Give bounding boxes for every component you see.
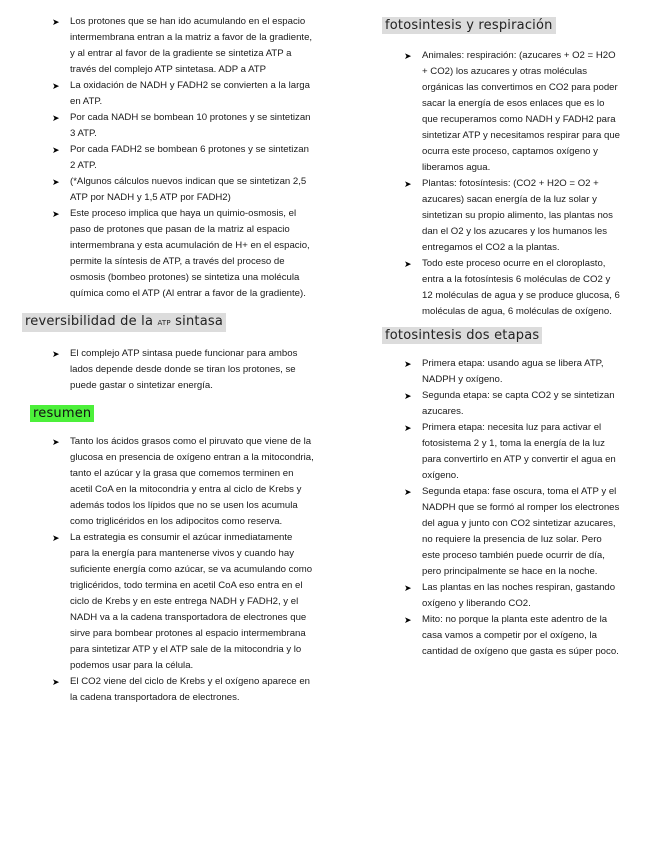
list-item: ➤ El CO2 viene del ciclo de Krebs y el oxígeno aparece en la cadena transportadora de electrones. (52, 676, 310, 703)
list-item: ➤ Por cada NADH se bombean 10 protones y se sintetizan 3 ATP. (52, 112, 311, 139)
arrow-bullet-icon: ➤ (52, 349, 60, 359)
list-item: ➤ El complejo ATP sintasa puede funcionar para ambos lados depende desde donde se tiran los protones, se puede gastar o sintetizar energía. (52, 348, 298, 391)
list-item: ➤ Todo este proceso ocurre en el cloroplasto, entra a la fotosíntesis 6 moléculas de CO2 y 12 moléculas de agua y se produce glucosa, 6 moléculas de agua, 6 moléculas de oxígeno. (404, 258, 620, 317)
intro-bullet-list (52, 14, 314, 302)
arrow-bullet-icon: ➤ (404, 391, 412, 401)
arrow-bullet-icon: ➤ (404, 583, 412, 593)
arrow-bullet-icon: ➤ (52, 145, 60, 155)
dos-etapas-heading-wrap (382, 326, 622, 344)
right-column (382, 0, 622, 660)
resumen-bullet-list (52, 434, 314, 706)
arrow-bullet-icon: ➤ (404, 615, 412, 625)
arrow-bullet-icon: ➤ (404, 359, 412, 369)
arrow-bullet-icon: ➤ (52, 677, 60, 687)
arrow-bullet-icon: ➤ (404, 423, 412, 433)
heading-fotosintesis-respiracion: fotosintesis y respiración (382, 17, 556, 34)
list-item: ➤ (*Algunos cálculos nuevos indican que se sintetizan 2,5 ATP por NADH y 1,5 ATP por FADH2) (52, 176, 307, 203)
list-item: ➤ Las plantas en las noches respiran, gastando oxígeno y liberando CO2. (404, 582, 616, 609)
arrow-bullet-icon: ➤ (404, 179, 412, 189)
heading-reversibilidad: reversibilidad de la ATP sintasa (22, 313, 226, 332)
list-item: ➤ Mito: no porque la planta este adentro de la casa vamos a competir por el oxígeno, la cantidad de oxígeno que gasta es súper poco. (404, 614, 619, 657)
list-item: ➤ Por cada FADH2 se bombean 6 protones y se sintetizan 2 ATP. (52, 144, 309, 171)
list-item: ➤ La estrategia es consumir el azúcar inmediatamente para la energía para mantenerse vivos y cuando hay suficiente energía como azúcar, se va acumulando como triglicéridos, todo termina en acetil CoA eso entra en el ciclo de Krebs y en este entrega NADH y FADH2, y el NADH va a la cadena transportadora de electrones que sirve para bombear protones al espacio intermembrana para sintetizar ATP y el ATP sale de la mitocondria y lo podemos usar para la célula. (52, 532, 313, 671)
reversibilidad-heading-wrap (22, 312, 314, 332)
heading-fotosintesis-dos-etapas: fotosintesis dos etapas (382, 327, 542, 344)
list-item: ➤ Tanto los ácidos grasos como el piruvato que viene de la glucosa en presencia de oxígeno entran a la mitocondria, tanto el azúcar y la grasa que comemos terminen en acetil CoA en la mitocondria y entra al ciclo de Krebs y además todos los lípidos que no se usen los acumula como triglicéridos en los adipocitos como reserva. (52, 436, 314, 527)
list-item: ➤ Segunda etapa: fase oscura, toma el ATP y el NADPH que se formó al romper los electrones del agua y junto con CO2 sintetizar azucares, no requiere la presencia de luz solar. Pero este proceso también puede ocurrir de día, pero principalmente se hace en la noche. (404, 486, 620, 577)
arrow-bullet-icon: ➤ (52, 533, 60, 543)
arrow-bullet-icon: ➤ (52, 113, 60, 123)
arrow-bullet-icon: ➤ (404, 259, 412, 269)
arrow-bullet-icon: ➤ (52, 437, 60, 447)
list-item: ➤ La oxidación de NADH y FADH2 se convierten a la larga en ATP. (52, 80, 310, 107)
list-item: ➤ Este proceso implica que haya un quimio-osmosis, el paso de protones que pasan de la matriz al espacio intermembrana y esta acumulación de H+ en el espacio, permite la síntesis de ATP, a través del proceso de osmosis (bombeo protones) se sintetiza una molécula química como el ATP (Al entrar a favor de la gradiente). (52, 208, 310, 299)
left-column (25, 0, 314, 706)
reversibilidad-bullet-list (52, 346, 314, 394)
list-item: ➤ Primera etapa: necesita luz para activar el fotosistema 2 y 1, toma la energía de la luz para convertirlo en ATP y convertir el agua en oxígeno. (404, 422, 616, 481)
arrow-bullet-icon: ➤ (52, 209, 60, 219)
dos-etapas-bullet-list (404, 356, 622, 660)
foto-resp-heading-wrap (382, 16, 622, 34)
foto-resp-bullet-list (404, 48, 622, 320)
list-item: ➤ Los protones que se han ido acumulando en el espacio intermembrana entran a la matriz a favor de la gradiente, y al entrar al favor de la gradiente se sintetiza ATP a través del complejo ATP sintetasa. ADP a ATP (52, 16, 313, 75)
arrow-bullet-icon: ➤ (52, 81, 60, 91)
list-item: ➤ Animales: respiración: (azucares + O2 = H2O + CO2) los azucares y otras moléculas orgánicas las convertimos en CO2 para poder sacar la energía de esos enlaces que es lo que recuperamos como NADH y FADH2 para sintetizar ATP y necesitamos respirar para que ocurra este proceso, captamos oxígeno y liberamos agua. (404, 50, 621, 173)
list-item: ➤ Segunda etapa: se capta CO2 y se sintetizan azucares. (404, 390, 615, 417)
arrow-bullet-icon: ➤ (52, 17, 60, 27)
resumen-heading-wrap (30, 404, 314, 422)
arrow-bullet-icon: ➤ (404, 51, 412, 61)
arrow-bullet-icon: ➤ (404, 487, 412, 497)
list-item: ➤ Plantas: fotosíntesis: (CO2 + H2O = O2 + azucares) sacan energía de la luz solar y sintetizan su propio alimento, las plantas nos dan el O2 y los azucares y los humanos les entregamos el CO2 a la plantas. (404, 178, 613, 253)
arrow-bullet-icon: ➤ (52, 177, 60, 187)
list-item: ➤ Primera etapa: usando agua se libera ATP, NADPH y oxígeno. (404, 358, 604, 385)
heading-resumen: resumen (30, 405, 94, 422)
